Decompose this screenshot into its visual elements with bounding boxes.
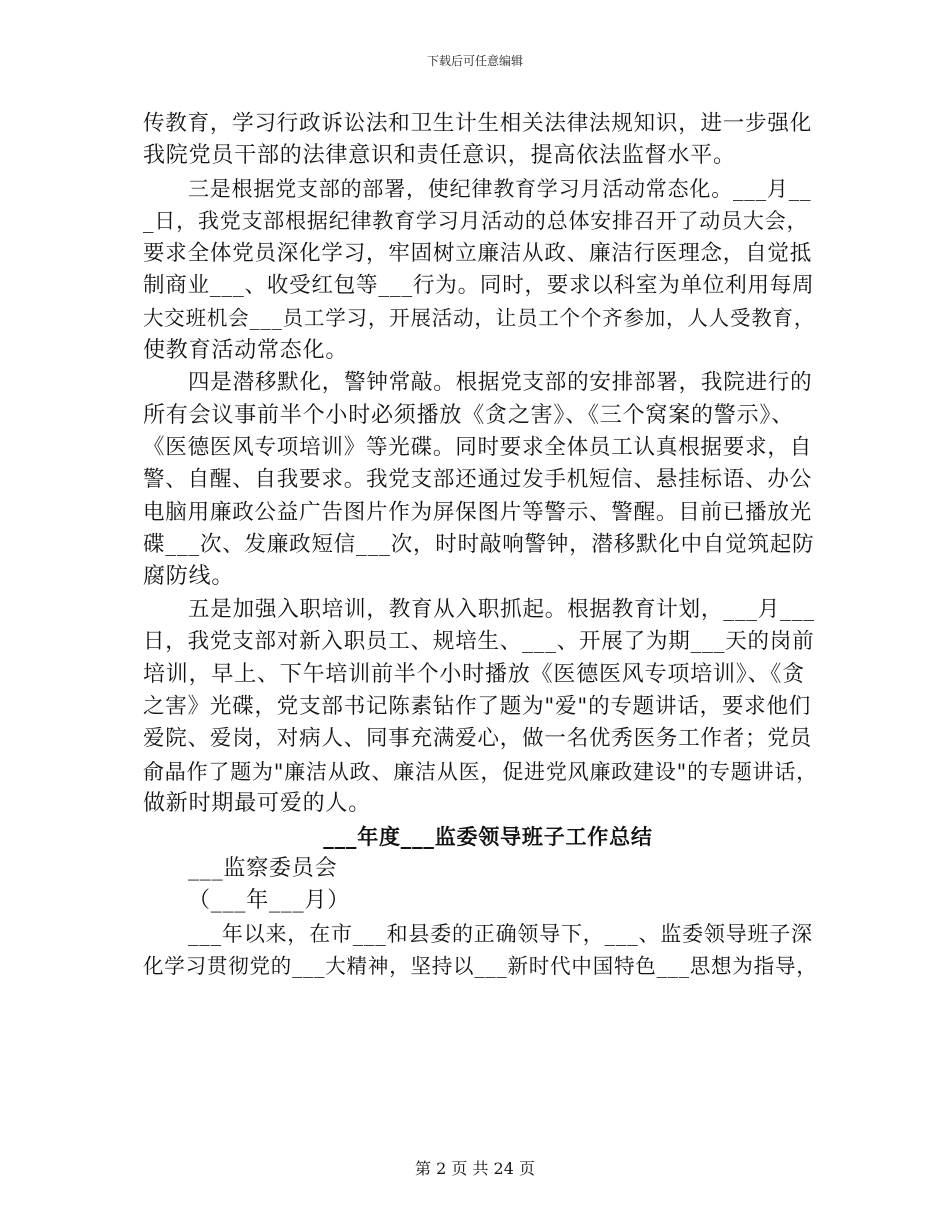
paragraph-line: 做新时期最可爱的人。 <box>143 791 372 817</box>
paragraph-line: 制商业___、收受红包等___行为。同时，要求以科室为单位利用每周 <box>143 272 815 298</box>
paragraph-line: 我院党员干部的法律意识和责任意识，提高依法监督水平。 <box>143 143 736 169</box>
paragraph-line: 电脑用廉政公益广告图片作为屏保图片等警示、警醒。目前已播放光 <box>143 499 813 525</box>
paragraph-line: 传教育，学习行政诉讼法和卫生计生相关法律法规知识，进一步强化 <box>143 111 813 136</box>
paragraph-line: _日，我党支部根据纪律教育学习月活动的总体安排召开了动员大会， <box>143 209 809 234</box>
paragraph-line: ___年以来，在市___和县委的正确领导下，___、监委领导班子深 <box>188 921 813 946</box>
paragraph-line: 培训，早上、下午培训前半个小时播放《医德医风专项培训》、《贪 <box>143 661 806 687</box>
page-footer: 第 2 页 共 24 页 <box>415 1159 535 1178</box>
paragraph-line: ___监察委员会 <box>188 855 338 881</box>
paragraph-line: 碟___次、发廉政短信___次，时时敲响警钟，潜移默化中自觉筑起防 <box>143 532 815 558</box>
paragraph-line: 《医德医风专项培训》等光碟。同时要求全体员工认真根据要求，自 <box>143 434 813 460</box>
paragraph-line: 警、自醒、自我要求。我党支部还通过发手机短信、悬挂标语、办公 <box>143 467 813 493</box>
paragraph-line: 之害》光碟，党支部书记陈素钻作了题为"爱"的专题讲话，要求他们 <box>143 694 812 720</box>
document-body <box>143 108 823 983</box>
paragraph-line: 所有会议事前半个小时必须播放《贪之害》、《三个窝案的警示》、 <box>143 402 795 428</box>
paragraph-line: 五是加强入职培训，教育从入职抓起。根据教育计划，___月___ <box>188 596 815 622</box>
paragraph-line: 三是根据党支部的部署，使纪律教育学习月活动常态化。___月__ <box>188 176 812 201</box>
paragraph-line: 使教育活动常态化。 <box>143 337 349 363</box>
section-title: ___年度___监委领导班子工作总结 <box>323 823 653 849</box>
paragraph-line: 日，我党支部对新入职员工、规培生、___、开展了为期___天的岗前 <box>143 629 815 655</box>
paragraph-line: （___年___月） <box>188 888 351 914</box>
paragraph-line: 要求全体党员深化学习，牢固树立廉洁从政、廉洁行医理念，自觉抵 <box>143 240 813 266</box>
paragraph-line: 四是潜移默化，警钟常敲。根据党支部的安排部署，我院进行的 <box>188 370 813 396</box>
page-header: 下载后可任意编辑 <box>426 54 523 68</box>
paragraph-line: 化学习贯彻党的___大精神，坚持以___新时代中国特色___思想为指导， <box>143 954 818 979</box>
paragraph-line: 俞晶作了题为"廉洁从政、廉洁从医，促进党风廉政建设"的专题讲话， <box>143 759 818 784</box>
paragraph-line: 爱院、爱岗，对病人、同事充满爱心，做一名优秀医务工作者；党员 <box>143 726 813 752</box>
paragraph-line: 腐防线。 <box>143 564 235 590</box>
paragraph-line: 大交班机会___员工学习，开展活动，让员工个个齐参加，人人受教育， <box>143 306 816 331</box>
